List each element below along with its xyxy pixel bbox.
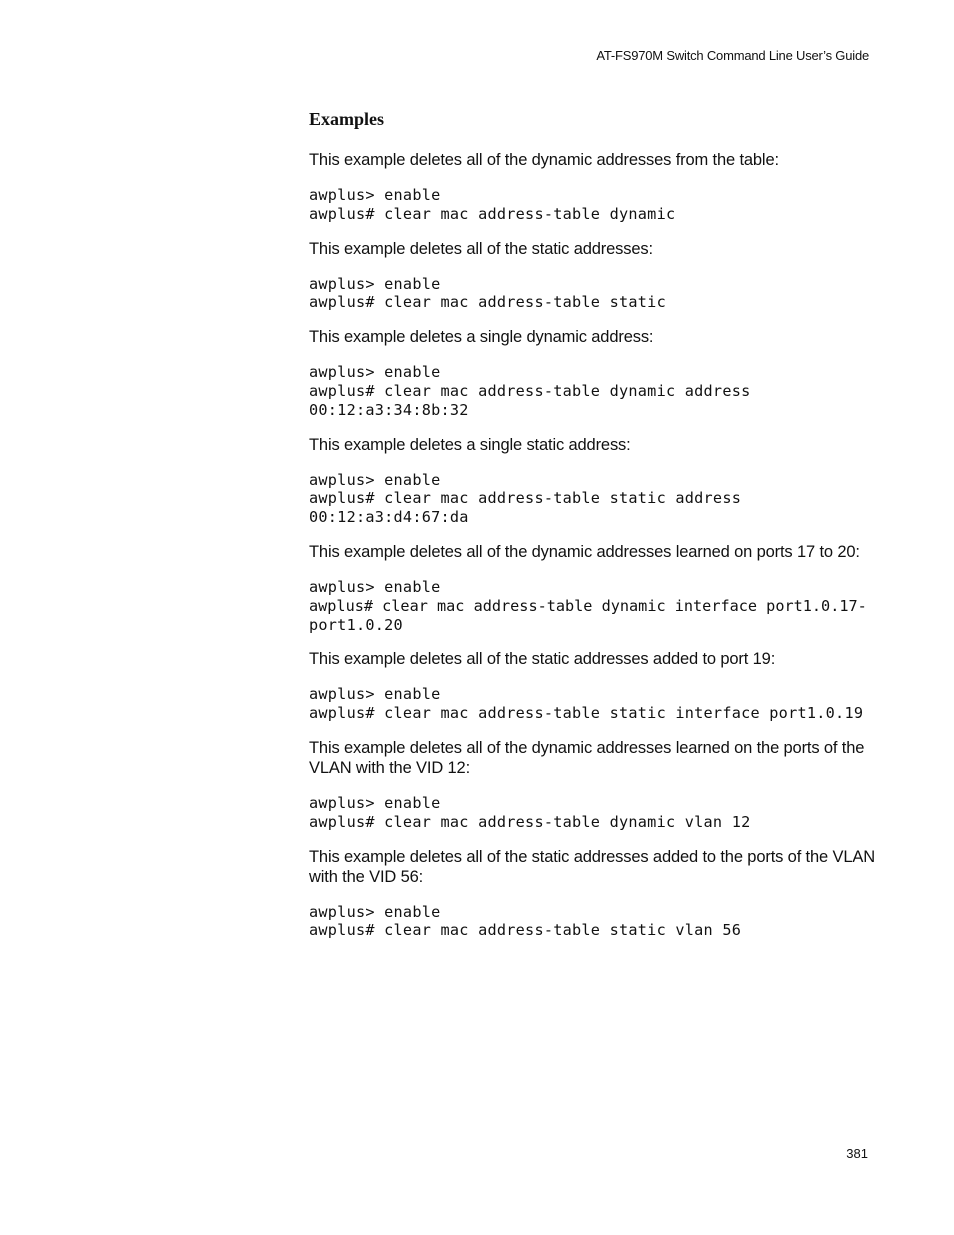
example-8 [309, 847, 875, 941]
code-block [309, 471, 875, 527]
page-number: 381 [846, 1146, 868, 1161]
code-line: awplus> enable [309, 577, 441, 596]
example-description: This example deletes a single dynamic address: [309, 328, 654, 347]
code-line: awplus# clear mac address-table dynamic [309, 204, 676, 223]
example-3 [309, 327, 875, 419]
running-header: AT-FS970M Switch Command Line User’s Guide [596, 48, 869, 63]
code-block [309, 903, 875, 941]
page-content [309, 106, 875, 955]
code-line: awplus> enable [309, 902, 441, 921]
code-line: awplus# clear mac address-table static address [309, 489, 742, 508]
example-description: This example deletes all of the dynamic addresses learned on the ports of the VLAN with the VID 12: [309, 738, 865, 777]
code-block [309, 186, 875, 224]
code-line: awplus# clear mac address-table dynamic address [309, 381, 751, 400]
example-description: This example deletes all of the static addresses added to the ports of the VLAN with the VID 56: [309, 847, 875, 886]
example-description: This example deletes all of the dynamic addresses from the table: [309, 151, 779, 169]
example-1 [309, 150, 875, 224]
code-line: awplus# clear mac address-table static interface port1.0.19 [309, 704, 864, 723]
code-block [309, 578, 875, 634]
code-line: awplus# clear mac address-table dynamic interface port1.0.17- [309, 596, 867, 615]
section-heading: Examples [309, 109, 385, 129]
code-line: awplus# clear mac address-table static [309, 293, 666, 312]
code-block [309, 275, 875, 313]
code-line: awplus# clear mac address-table dynamic vlan 12 [309, 812, 751, 831]
code-line: awplus# clear mac address-table static vlan 56 [309, 921, 742, 940]
code-line: awplus> enable [309, 186, 441, 204]
code-line: awplus> enable [309, 685, 441, 704]
code-line: 00:12:a3:34:8b:32 [309, 400, 469, 419]
example-7 [309, 738, 875, 832]
code-line: awplus> enable [309, 470, 441, 489]
code-block [309, 794, 875, 832]
code-line: awplus> enable [309, 793, 441, 812]
code-block [309, 685, 875, 723]
example-6 [309, 649, 875, 723]
example-description: This example deletes all of the static addresses added to port 19: [309, 650, 776, 669]
code-block [309, 363, 875, 419]
code-line: port1.0.20 [309, 615, 403, 634]
example-4 [309, 435, 875, 527]
example-description: This example deletes a single static address: [309, 435, 631, 454]
example-description: This example deletes all of the dynamic addresses learned on ports 17 to 20: [309, 542, 860, 561]
example-5 [309, 542, 875, 634]
example-2 [309, 239, 875, 313]
code-line: awplus> enable [309, 363, 441, 382]
example-description: This example deletes all of the static addresses: [309, 239, 653, 258]
code-line: 00:12:a3:d4:67:da [309, 508, 469, 527]
code-line: awplus> enable [309, 274, 441, 293]
